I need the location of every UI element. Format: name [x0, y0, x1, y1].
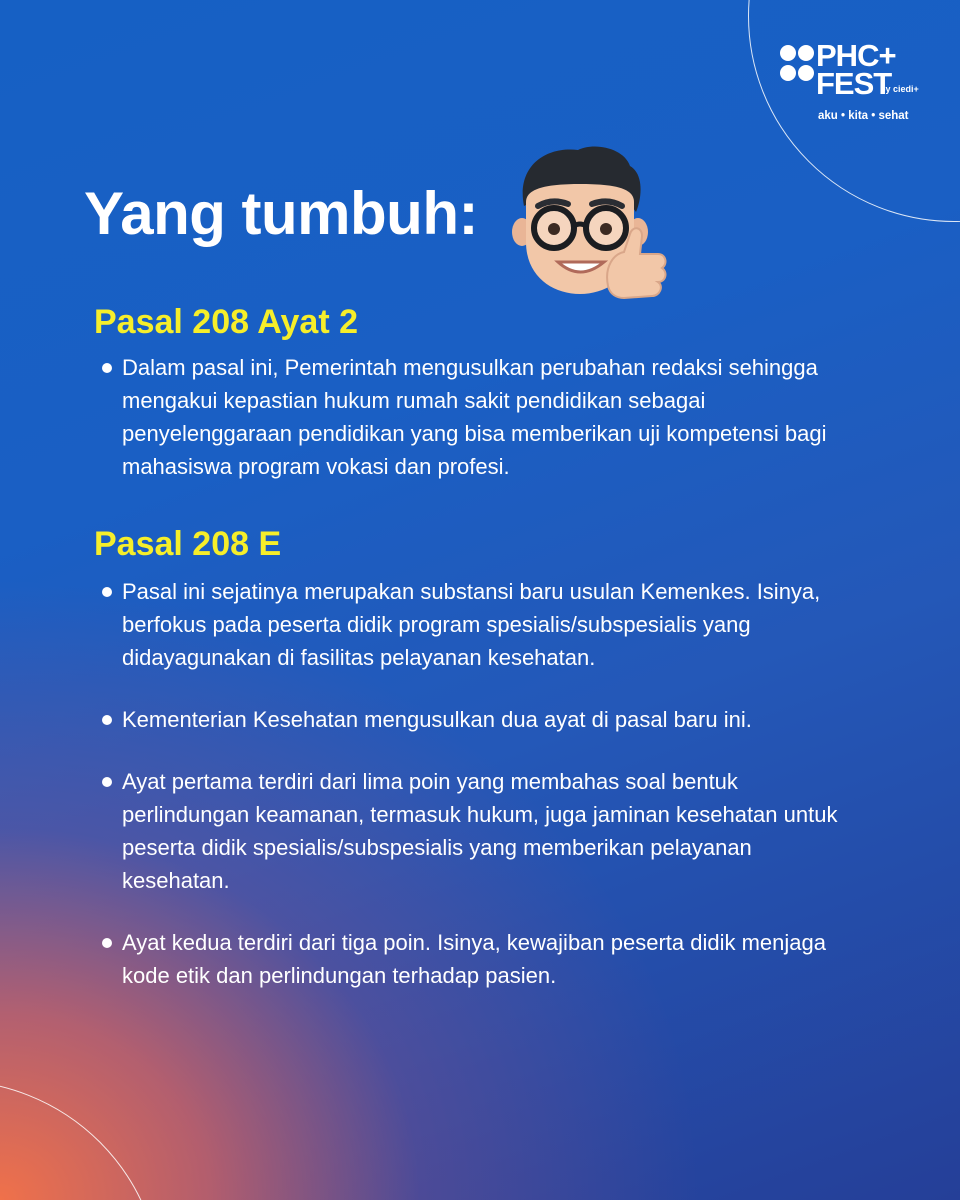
list-item: [100, 575, 860, 674]
thumbs-up-avatar-icon: [496, 136, 676, 316]
page-title: Yang tumbuh:: [84, 180, 478, 247]
list-item-text: Ayat kedua terdiri dari tiga poin. Isinya, kewajiban peserta didik menjaga kode etik dan perlindungan terhadap pasien.: [122, 930, 826, 988]
section-heading-pasal-208-ayat-2: Pasal 208 Ayat 2: [94, 303, 358, 341]
logo-byline: by ciedi+: [880, 84, 919, 94]
list-item: [100, 351, 860, 483]
logo-word-phc: PHC+: [816, 38, 896, 73]
decorative-circle-bottom: [0, 1080, 162, 1200]
list-item: [100, 703, 860, 736]
list-item-text: Ayat pertama terdiri dari lima poin yang membahas soal bentuk perlindungan keamanan, termasuk hukum, juga jaminan kesehatan untuk peserta didik spesialis/subspesialis yang memberikan pelayanan kesehatan.: [122, 769, 838, 893]
list-item: [100, 926, 860, 992]
section-list-pasal-208-e: [100, 575, 860, 992]
list-item-text: Dalam pasal ini, Pemerintah mengusulkan perubahan redaksi sehingga mengakui kepastian hukum rumah sakit pendidikan sebagai penyelenggaraan pendidikan yang bisa memberikan uji kompetensi bagi mahasiswa program vokasi dan profesi.: [122, 355, 827, 479]
bullet-icon: [102, 715, 112, 725]
logo-tagline: aku • kita • sehat: [818, 110, 909, 122]
bullet-icon: [102, 938, 112, 948]
list-item-text: Kementerian Kesehatan mengusulkan dua ayat di pasal baru ini.: [122, 707, 752, 732]
logo-word-fest: FEST: [816, 66, 892, 101]
list-item: [100, 765, 860, 897]
logo-dots-icon: [780, 45, 818, 89]
phc-fest-logo: [780, 40, 920, 140]
bullet-icon: [102, 777, 112, 787]
bullet-icon: [102, 587, 112, 597]
list-item-text: Pasal ini sejatinya merupakan substansi baru usulan Kemenkes. Isinya, berfokus pada peserta didik program spesialis/subspesialis yang didayagunakan di fasilitas pelayanan kesehatan.: [122, 579, 821, 670]
bullet-icon: [102, 363, 112, 373]
section-list-pasal-208-ayat-2: [100, 351, 860, 483]
section-heading-pasal-208-e: Pasal 208 E: [94, 525, 282, 563]
